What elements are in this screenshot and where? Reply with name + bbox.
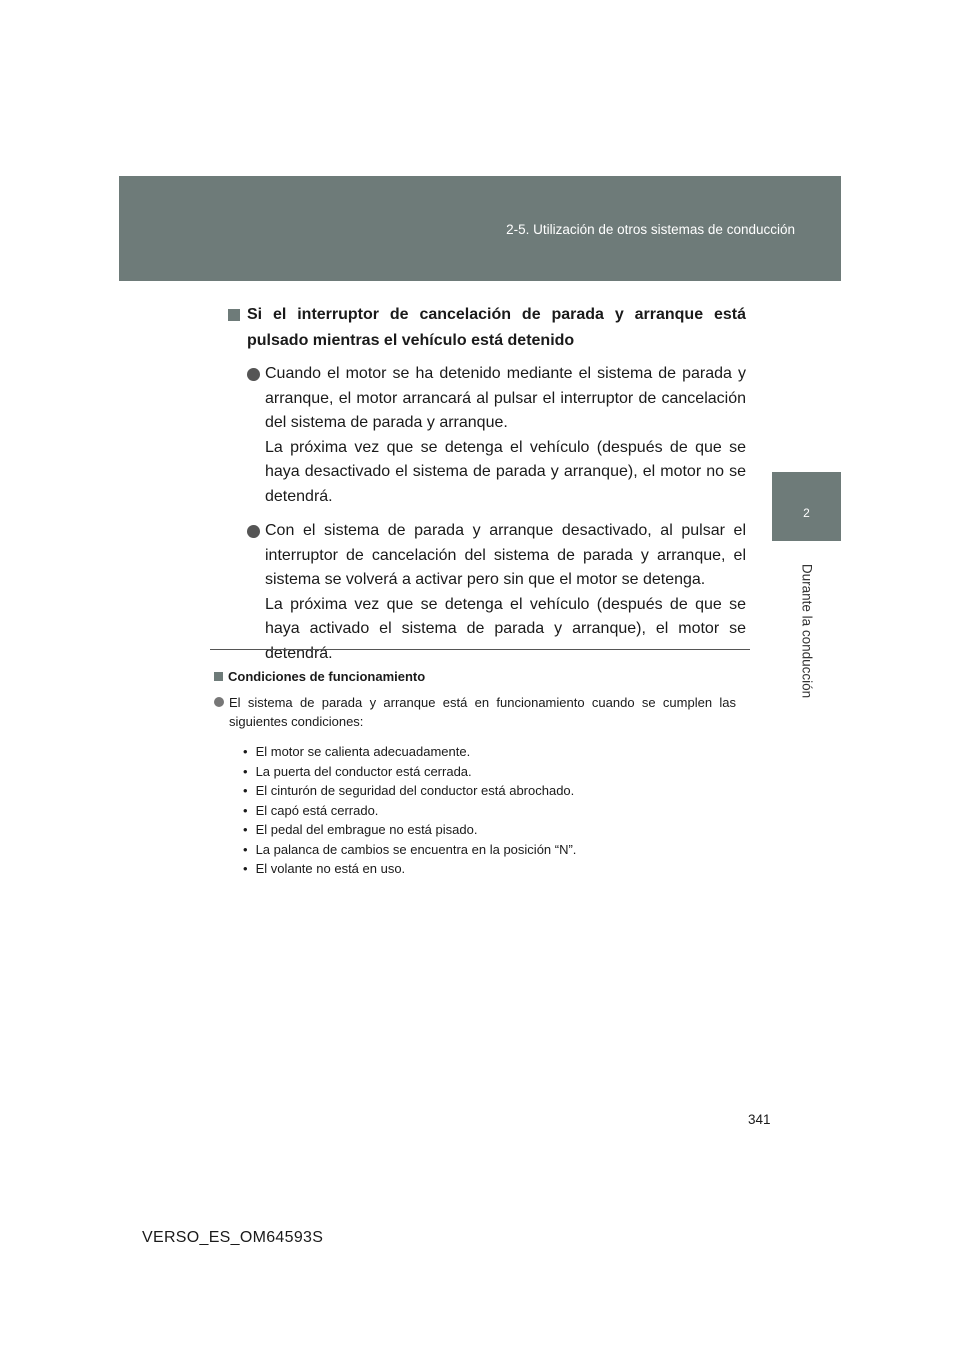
section-divider: [210, 649, 750, 650]
square-bullet-icon: [228, 309, 240, 321]
page-number: 341: [748, 1112, 771, 1127]
list-item: • El volante no está en uso.: [243, 859, 736, 879]
chapter-label: Durante la conducción: [799, 563, 814, 698]
list-item: • La puerta del conductor está cerrada.: [243, 762, 736, 782]
list-item: • El pedal del embrague no está pisado.: [243, 820, 736, 840]
header-band: [119, 176, 841, 281]
bullet-paragraph: Con el sistema de parada y arranque desactivado, al pulsar el interruptor de cancelación del sistema de parada y arranque, el sistema se volverá a activar pero sin que el motor se detenga.: [265, 522, 746, 588]
bullet-paragraph: Cuando el motor se ha detenido mediante el sistema de parada y arranque, el motor arrancará al pulsar el interruptor de cancelación del sistema de parada y arranque.: [265, 365, 746, 431]
chapter-number: 2: [803, 506, 810, 520]
list-item: • El capó está cerrado.: [243, 801, 736, 821]
note-bullet: [214, 693, 736, 731]
list-item: • El motor se calienta adecuadamente.: [243, 742, 736, 762]
list-item: [247, 519, 746, 666]
circle-bullet-icon: [247, 525, 260, 538]
bullet-paragraph: La próxima vez que se detenga el vehículo (después de que se haya desactivado el sistema de parada y arranque), el motor no se detendrá.: [265, 438, 746, 505]
chapter-number-tab: [772, 472, 841, 541]
list-item: • La palanca de cambios se encuentra en la posición “N”.: [243, 840, 736, 860]
list-item: • El cinturón de seguridad del conductor está abrochado.: [243, 781, 736, 801]
square-bullet-icon: [214, 672, 223, 681]
bullet-list: [247, 362, 746, 666]
notes-heading: [214, 668, 736, 686]
circle-bullet-icon: [214, 697, 224, 707]
main-content: [228, 302, 746, 676]
section-heading: [228, 302, 746, 354]
note-bullet-text: El sistema de parada y arranque está en funcionamiento cuando se cumplen las siguientes condiciones:: [229, 695, 736, 729]
circle-bullet-icon: [247, 368, 260, 381]
list-item: [247, 362, 746, 509]
chapter-label-tab: [772, 541, 841, 720]
section-title: 2-5. Utilización de otros sistemas de conducción: [506, 222, 795, 237]
document-code: VERSO_ES_OM64593S: [142, 1229, 324, 1246]
conditions-list: [243, 742, 736, 879]
notes-section: [214, 668, 736, 879]
notes-heading-text: Condiciones de funcionamiento: [228, 669, 426, 684]
section-heading-text: Si el interruptor de cancelación de parada y arranque está pulsado mientras el vehículo está detenido: [247, 306, 746, 349]
bullet-paragraph: La próxima vez que se detenga el vehículo (después de que se haya activado el sistema de parada y arranque), el motor se detendrá.: [265, 595, 746, 662]
